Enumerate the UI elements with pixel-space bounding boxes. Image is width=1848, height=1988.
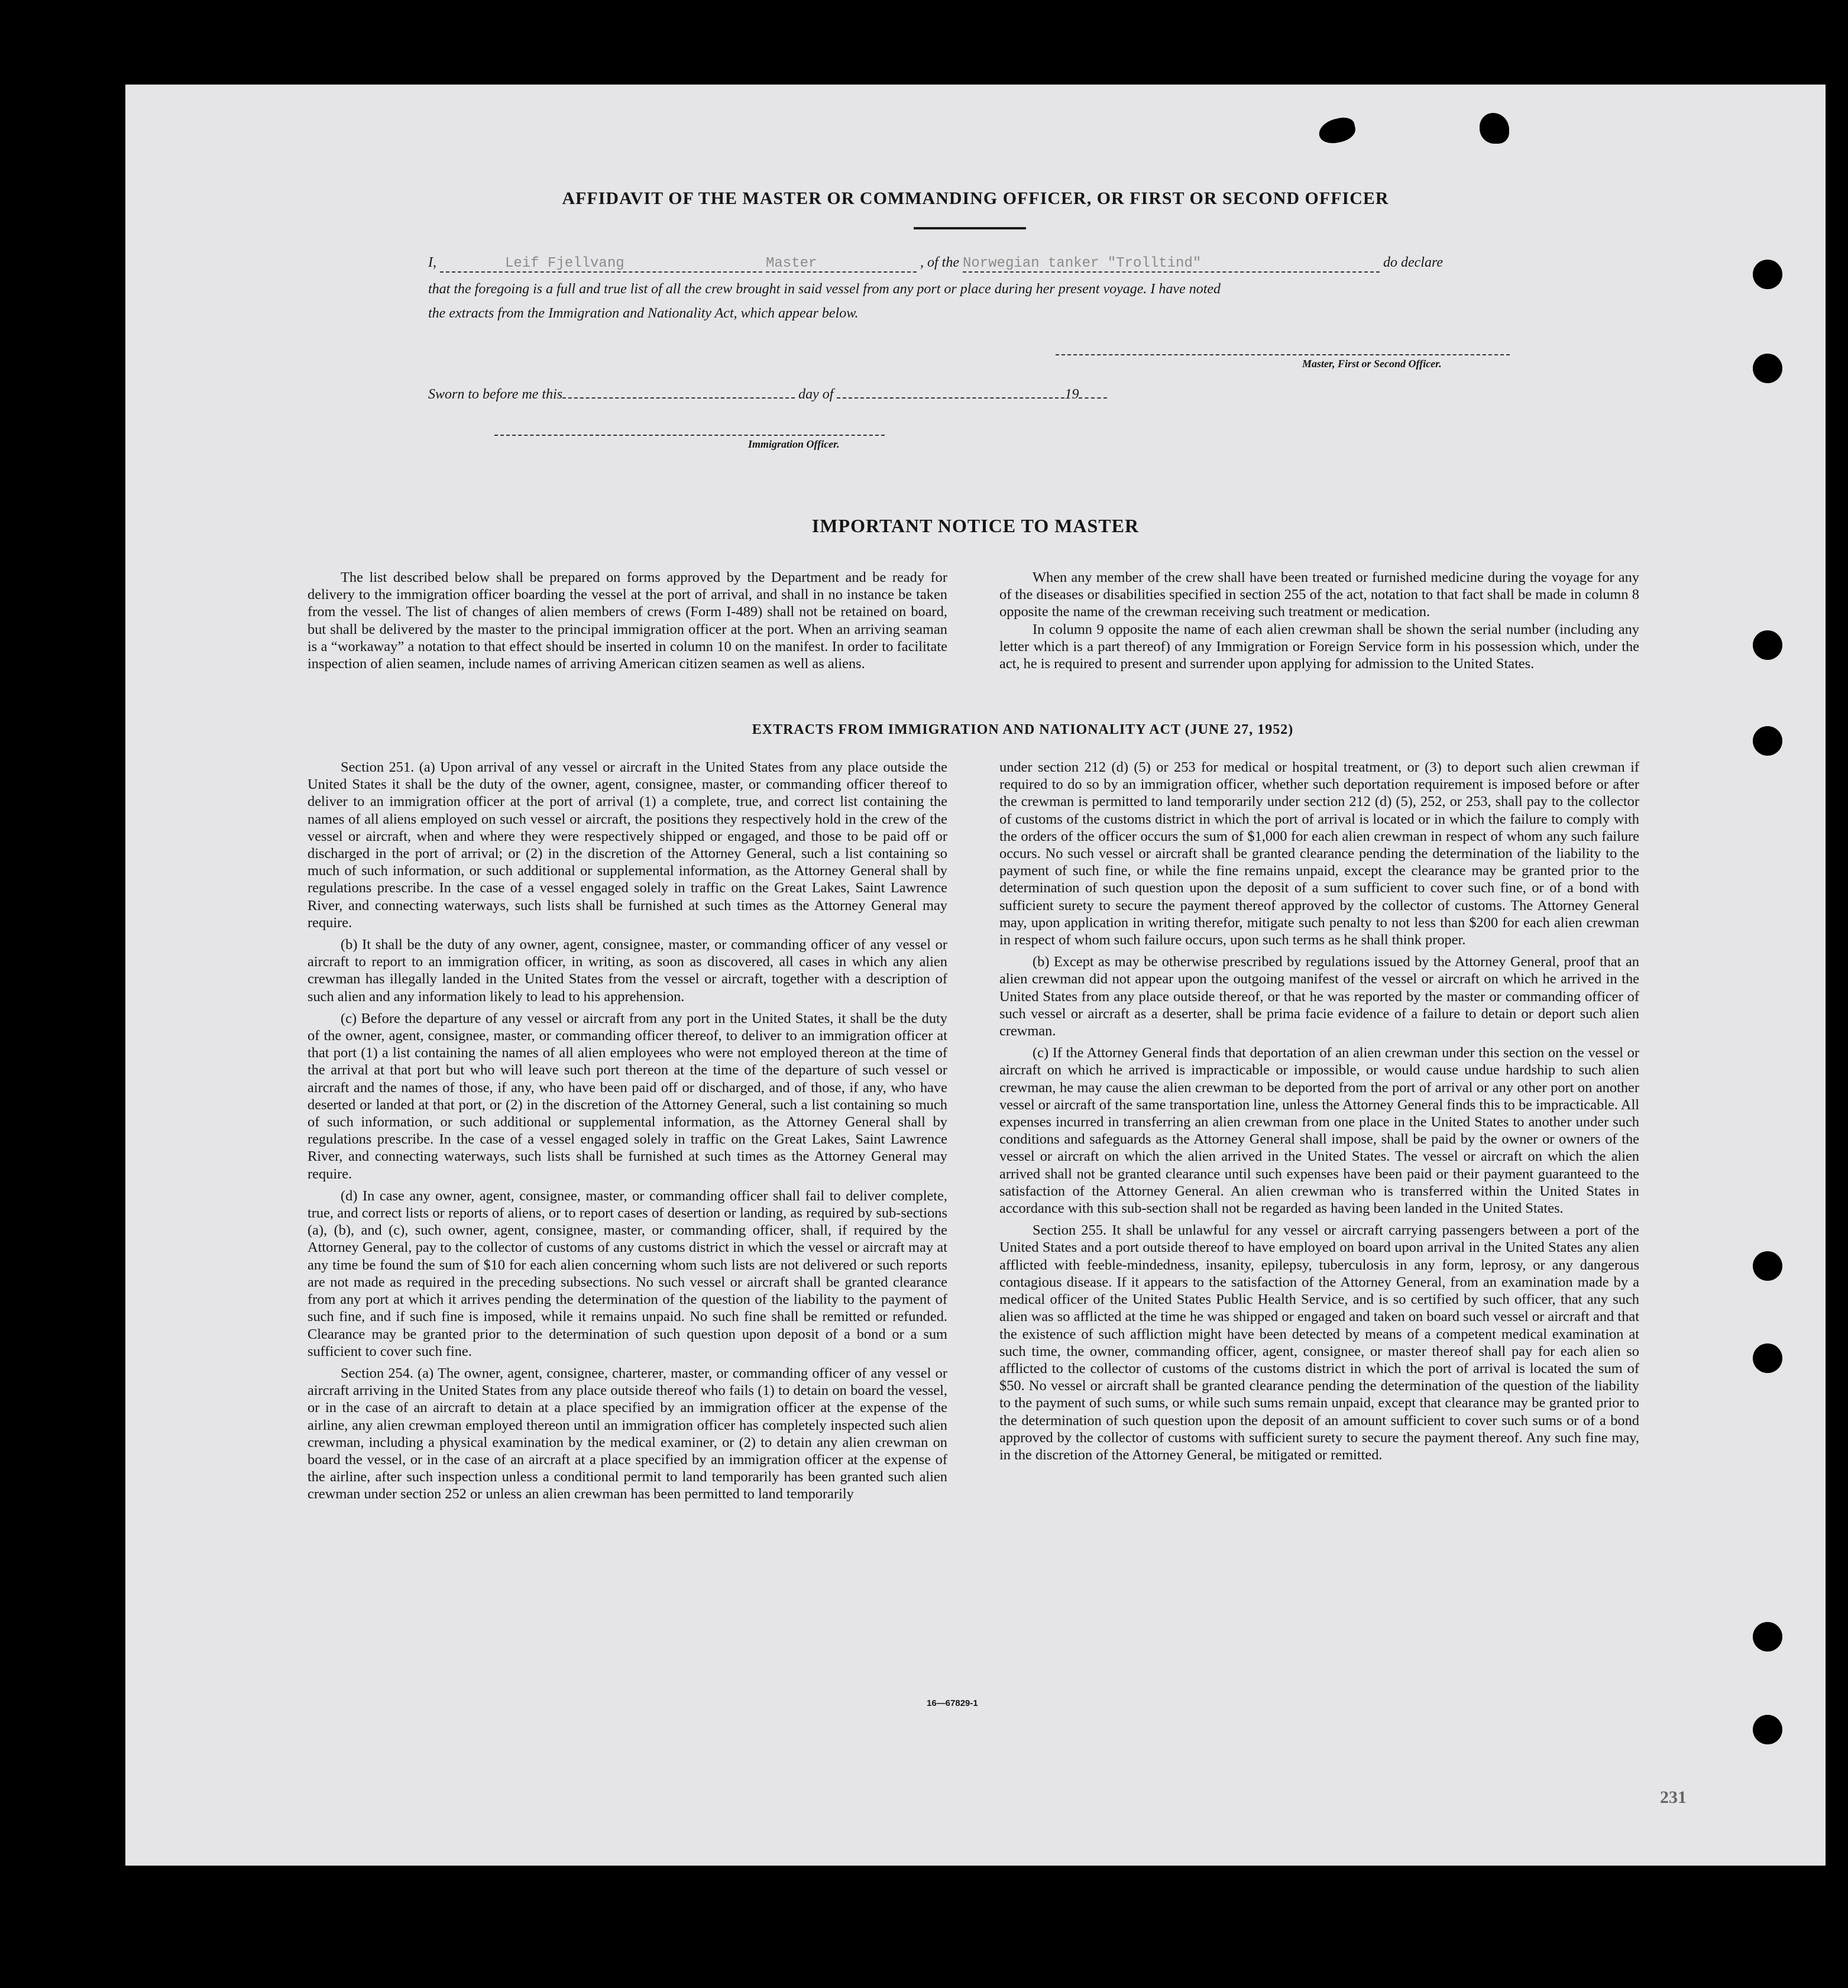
declaration-line-2: that the foregoing is a full and true list of all the crew brought in said vessel from any port or place during her present voyage. I have noted — [428, 281, 1221, 297]
tear-mark-right — [1480, 113, 1509, 144]
binder-hole-5 — [1753, 1251, 1782, 1281]
form-number: 16—67829-1 — [927, 1698, 978, 1708]
section-251-c: (c) Before the departure of any vessel or aircraft from any port in the United States, it shall be the duty of the owner, agent, consignee, master, or commanding officer thereof, to deliver to an immigration officer at that port (1) a list containing the names of all alien employees who were not employed thereon at the time of the arrival at that port but who will leave such port thereon at the time of the departure of such vessel or aircraft and the names of those, if any, who have been paid off or discharged, and of those, if any, who have deserted or landed at that port, or (2) in the discretion of the Attorney General, such a list containing so much of such information, or such additional or supplemental information, as the Attorney General shall by regulations prescribe. In the case of a vessel engaged solely in traffic on the Great Lakes, Saint Lawrence River, and connecting waterways, such lists shall be furnished at such times as the Attorney General may require. — [308, 1010, 947, 1182]
section-254-c: (c) If the Attorney General finds that deportation of an alien crewman under this section on the vessel or aircraft on which he arrived is impracticable or impossible, or would cause undue hardship to such alien crewman, he may cause the alien crewman to be deported from the port of arrival or any other port on another vessel or aircraft of the same transportation line, unless the Attorney General finds this to be impracticable. All expenses incurred in transferring an alien crewman from one place in the United States to another under such conditions and safeguards as the Attorney General shall impose, shall be paid by the owner or owners of the vessel or aircraft on which the alien arrived in the United States. The vessel or aircraft on which the alien arrived shall not be granted clearance until such expenses have been paid or their payment guaranteed to the satisfaction of the Attorney General. An alien crewman who is transferred within the United States in accordance with this sub-section shall not be regarded as having been landed in the United States. — [999, 1045, 1639, 1217]
sworn-line — [428, 387, 1513, 403]
master-signature-caption: Master, First or Second Officer. — [1302, 358, 1442, 370]
section-254-b: (b) Except as may be otherwise prescribed by regulations issued by the Attorney General, proof that an alien crewman did not appear upon the outgoing manifest of the vessel or aircraft on which he arrived in the United States from any place outside thereof, or that he was reported by the master or commanding officer of such vessel or aircraft as a deserter, shall be prima facie evidence of a failure to detain or deport such alien crewman. — [999, 954, 1639, 1040]
officer-signature-caption: Immigration Officer. — [748, 438, 840, 450]
notice-title: IMPORTANT NOTICE TO MASTER — [811, 515, 1140, 536]
section-254-a: Section 254. (a) The owner, agent, consignee, charterer, master, or commanding officer of any vessel or aircraft arriving in the United States from any place outside thereof who fails (1) to detain on board the vessel, or in the case of an aircraft to detain at a place specified by an immigration officer at the expense of the airline, any alien crewman employed thereon until an immigration officer has completely inspected such alien crewman, including a physical examination by the medical examiner, or (2) to detain any alien crewman on board the vessel, or in the case of an aircraft at a place specified by an immigration officer at the expense of the airline, after such inspection unless a conditional permit to land temporarily has been granted such alien crewman under section 252 or unless an alien crewman has been permitted to land temporarily — [308, 1365, 947, 1503]
binder-hole-1 — [1753, 260, 1782, 289]
extracts-left-column — [308, 759, 947, 1508]
affidavit-title: AFFIDAVIT OF THE MASTER OR COMMANDING OFFICER, OR FIRST OR SECOND OFFICER — [562, 189, 1389, 208]
sworn-label: Sworn to before me this — [428, 387, 563, 402]
binder-hole-2 — [1753, 354, 1782, 383]
sworn-day-field — [562, 397, 795, 399]
section-251-d: (d) In case any owner, agent, consignee, master, or commanding officer shall fail to deliver complete, true, and correct lists or reports of aliens, or to report cases of desertion or landing, as required by sub-sections (a), (b), and (c), such owner, agent, consignee, master, or commanding officer, shall, if required by the Attorney General, pay to the collector of customs of any customs district in which the vessel or aircraft may at any time be found the sum of $10 for each alien concerning whom such lists are not delivered or such reports are not made as required in the preceding subsections. No such vessel or aircraft shall be granted clearance from any port at which it arrives pending the determination of the question of the liability to the payment of such fine, and if such fine is imposed, while it remains unpaid. No such fine shall be remitted or refunded. Clearance may be granted prior to the determination of such question upon deposit of a bond or a sum sufficient to cover such fine. — [308, 1187, 947, 1359]
binder-hole-6 — [1753, 1343, 1782, 1373]
name-field: Leif Fjellvang — [440, 255, 762, 273]
notice-right-paragraph-2: In column 9 opposite the name of each alien crewman shall be shown the serial number (including any letter which is a part thereof) of any Immigration or Foreign Service form in his possession which, under the act, he is required to present and surrender upon applying for admission to the United States. — [999, 621, 1639, 672]
master-signature-line — [1056, 354, 1510, 355]
notice-left-column — [308, 569, 947, 677]
binder-hole-3 — [1753, 630, 1782, 660]
rank-field: Master — [766, 255, 917, 273]
declaration-line-3: the extracts from the Immigration and Nationality Act, which appear below. — [428, 306, 859, 321]
section-251-b: (b) It shall be the duty of any owner, agent, consignee, master, or commanding officer of any vessel or aircraft to report to an immigration officer, in writing, as soon as discovered, all cases in which any alien crewman has illegally landed in the United States from the vessel or aircraft, together with a description of such alien and any information likely to lead to his apprehension. — [308, 937, 947, 1005]
sworn-month-field — [837, 397, 1064, 399]
page-mark: 231 — [1660, 1788, 1687, 1807]
notice-right-column — [999, 569, 1639, 677]
notice-right-paragraph-1: When any member of the crew shall have been treated or furnished medicine during the voyage for any of the diseases or disabilities specified in section 255 of the act, notation to that fact shall be made in column 8 opposite the name of the crewman receiving such treatment or medication. — [999, 569, 1639, 620]
section-251-a: Section 251. (a) Upon arrival of any vessel or aircraft in the United States from any place outside the United States it shall be the duty of the owner, agent, consignee, master, or commanding officer thereof to deliver to an immigration officer at the port of arrival (1) a complete, true, and correct list containing the names of all aliens employed on such vessel or aircraft, the positions they respectively hold in the crew of the vessel or aircraft, when and where they were respectively shipped or engaged, and those to be paid off or discharged in the port of arrival; or (2) in the discretion of the Attorney General, such a list containing so much of such information, or such additional or supplemental information, as the Attorney General shall by regulations prescribe. In the case of a vessel engaged solely in traffic on the Great Lakes, Saint Lawrence River, and connecting waterways, such lists shall be furnished at such times as the Attorney General may require. — [308, 759, 947, 931]
declaration-line-1 — [428, 255, 1513, 273]
binder-hole-7 — [1753, 1622, 1782, 1652]
day-of-label: day of — [798, 387, 834, 402]
section-255: Section 255. It shall be unlawful for any vessel or aircraft carrying passengers between a port of the United States and a port outside thereof to have employed on board upon arrival in the United States any alien afflicted with feeble-mindedness, insanity, epilepsy, tuberculosis in any form, leprosy, or any dangerous contagious disease. If it appears to the satisfaction of the Attorney General, from an examination made by a medical officer of the United States Public Health Service, and is so certified by such officer, that any such alien was so afflicted at the time he was shipped or engaged and taken on board such vessel or aircraft and that the existence of such affliction might have been detected by means of a competent medical examination at such time, the owner, commanding officer, agent, consignee, or master thereof shall pay for each alien so afflicted to the collector of customs of the customs district in which the port of arrival is located the sum of $50. No vessel or aircraft shall be granted clearance pending the determination of the question of the liability to the payment of such sums, or while such sums remain unpaid, except that clearance may be granted prior to the determination of such question upon the deposit of an amount sufficient to cover such sums or of a bond approved by the collector of customs with sufficient surety to secure the payment thereof. Any such fine may, in the discretion of the Attorney General, be mitigated or remitted. — [999, 1222, 1639, 1463]
title-rule — [914, 227, 1026, 229]
tear-mark-left — [1317, 115, 1358, 146]
vessel-field: Norwegian tanker "Trolltind" — [963, 255, 1380, 273]
notice-left-paragraph: The list described below shall be prepared on forms approved by the Department and be ready for delivery to the immigration officer boarding the vessel at the port of arrival, and shall in no instance be taken from the vessel. The list of changes of alien members of crews (Form I-489) shall not be retained on board, but shall be delivered by the master to the principal immigration officer at the port. When an arriving seaman is a “workaway” a notation to that effect should be inserted in column 10 on the manifest. In order to facilitate inspection of alien seamen, include names of arriving American citizen seamen as well as aliens. — [308, 569, 947, 672]
extracts-right-column — [999, 759, 1639, 1468]
i-label: I, — [428, 255, 436, 270]
document-page — [125, 85, 1826, 1866]
binder-hole-8 — [1753, 1715, 1782, 1744]
year-prefix: 19 — [1064, 387, 1079, 402]
do-declare-label: do declare — [1383, 255, 1444, 270]
officer-signature-line — [494, 435, 885, 436]
sworn-year-field — [1079, 397, 1107, 399]
of-the-label: , of the — [920, 255, 959, 270]
section-254-a-continued: under section 212 (d) (5) or 253 for medical or hospital treatment, or (3) to deport such alien crewman if required to do so by an immigration officer, whether such deportation requirement is imposed before or after the crewman is permitted to land temporarily under section 212 (d) (5), 252, or 253, shall pay to the collector of customs of the customs district in which the port of arrival is located or in which the failure to comply with the orders of the officer occurs the sum of $1,000 for each alien crewman in respect of whom any such failure occurs. No such vessel or aircraft shall be granted clearance pending the determination of the liability to the payment of such fine, or while the fine remains unpaid, except the clearance may be granted prior to the determination of such question upon the deposit of a sum sufficient to cover such fine, or of a bond with sufficient surety to secure the payment thereof approved by the collector of customs. The Attorney General may, upon application in writing therefor, mitigate such penalty to not less than $200 for each alien crewman in respect of whom such failure occurs, upon such terms as he shall think proper. — [999, 759, 1639, 948]
extracts-title: EXTRACTS FROM IMMIGRATION AND NATIONALITY ACT (JUNE 27, 1952) — [752, 722, 1294, 737]
